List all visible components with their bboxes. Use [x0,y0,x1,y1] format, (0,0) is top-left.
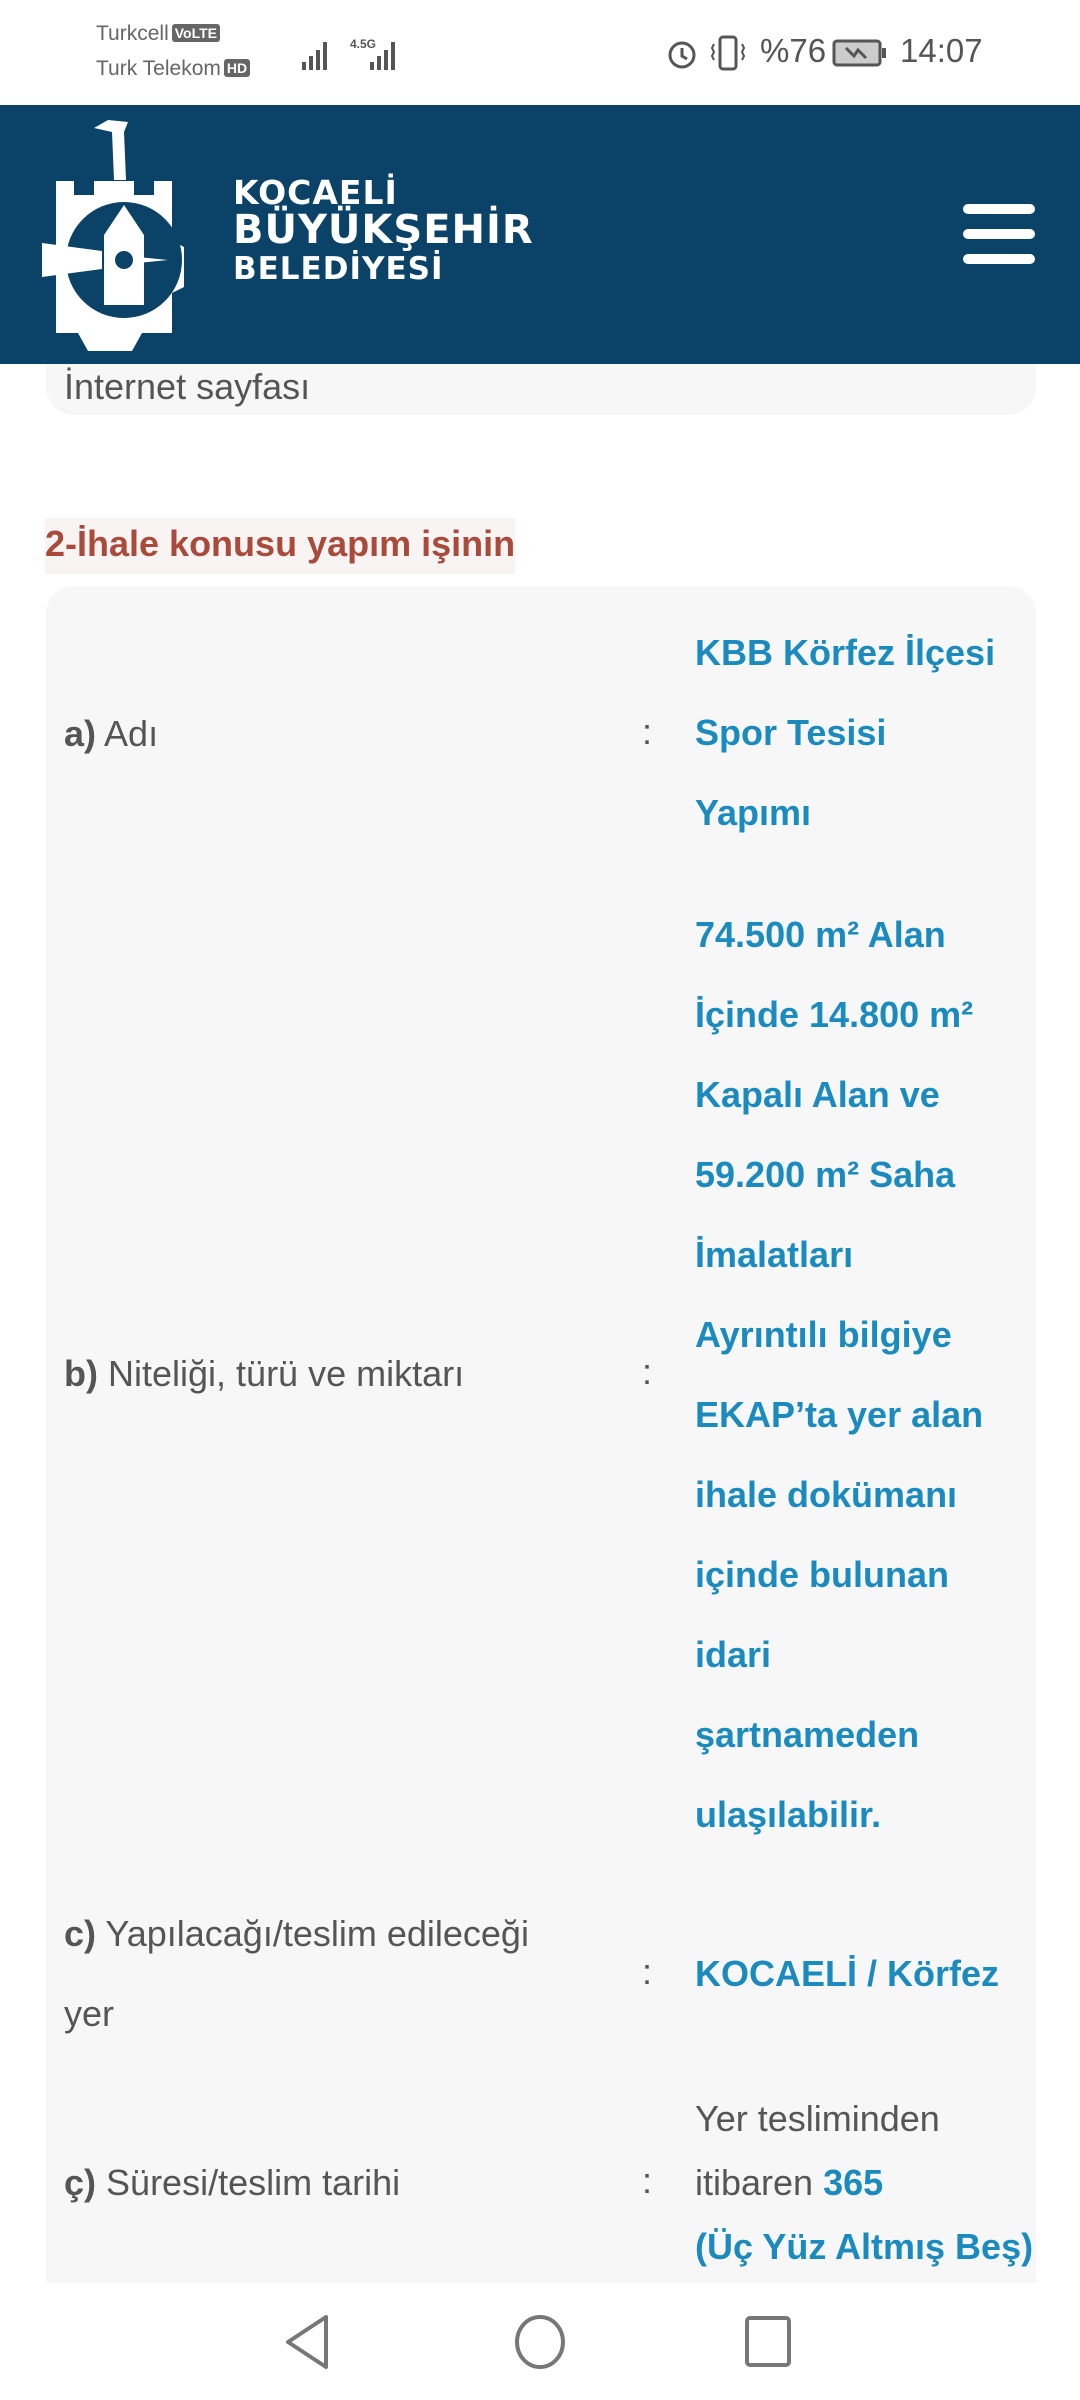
value-line: Ayrıntılı bilgiye [695,1314,952,1355]
site-header [0,105,1080,364]
value-line: Kapalı Alan ve [695,1074,940,1115]
network-type: 4.5G [350,37,377,51]
value-text: itibaren [695,2162,824,2203]
municipality-emblem-icon [40,115,220,355]
value-line: şartnameden [695,1714,920,1755]
menu-button[interactable] [963,204,1035,264]
logo-line-2: BÜYÜKŞEHİR [233,207,534,253]
recents-button[interactable] [744,2315,794,2369]
value-line: İçinde 14.800 m² [695,994,974,1035]
value-line: (Üç Yüz Altmış Beş) [695,2226,1034,2267]
logo-line-3: BELEDİYESİ [233,251,444,287]
hamburger-bar [963,204,1035,214]
row-label [64,1353,464,1395]
value-line: Spor Tesisi [695,712,887,753]
colon: : [642,1951,653,1992]
row-key: b) [64,1353,98,1394]
value-line: 59.200 m² Saha [695,1154,956,1195]
carrier-1 [96,22,220,46]
alarm-icon [665,36,699,70]
value-line: EKAP’ta yer alan [695,1394,984,1435]
value-line [695,2162,883,2204]
colon: : [642,2160,653,2201]
value-line: Yapımı [695,792,812,833]
row-key: a) [64,713,97,754]
battery-percent: %76 [760,32,827,69]
value-line: içinde bulunan [695,1554,950,1595]
row-key: ç) [64,2162,97,2203]
value-line: ulaşılabilir. [695,1794,882,1835]
signal-icon [300,36,420,72]
carrier-2 [96,57,250,81]
battery-charging-icon [832,38,888,68]
row-label-text: Süresi/teslim tarihi [106,2162,401,2203]
row-label [64,1913,529,1955]
colon: : [642,1351,653,1392]
row-label [64,2162,400,2204]
value-line: ihale dokümanı [695,1474,958,1515]
row-label-cont: yer [64,1993,115,2034]
value-line: Yer tesliminden [695,2098,940,2139]
value-line: 74.500 m² Alan [695,914,946,955]
duration-days: 365 [823,2162,884,2203]
hamburger-bar [963,229,1035,239]
prev-card-text: İnternet sayfası [64,366,311,407]
colon: : [642,711,653,752]
back-button[interactable] [282,2313,332,2371]
carrier-1-name: Turkcell [96,22,169,45]
value-line: KBB Körfez İlçesi [695,632,996,673]
row-label-text: Adı [104,713,159,754]
volte-badge: VoLTE [172,24,220,42]
clock: 14:07 [900,32,983,69]
row-key: c) [64,1913,97,1954]
logo[interactable] [0,105,600,364]
hd-badge: HD [224,59,250,77]
vibrate-icon [710,34,746,72]
row-label-text: Yapılacağı/teslim edileceği [105,1913,529,1954]
system-nav-bar [0,2283,1080,2400]
section-title: 2-İhale konusu yapım işinin [45,518,515,574]
hamburger-bar [963,254,1035,264]
status-bar [0,0,1080,105]
value-line: İmalatları [695,1234,854,1275]
value-line: KOCAELİ / Körfez [695,1953,1000,1994]
home-button[interactable] [512,2313,568,2371]
row-label-text: Niteliği, türü ve miktarı [108,1353,465,1394]
carrier-2-name: Turk Telekom [96,57,221,80]
logo-line-1: KOCAELİ [233,173,398,212]
value-line: idari [695,1634,772,1675]
row-label [64,713,158,755]
tender-details-card [46,586,1036,2346]
